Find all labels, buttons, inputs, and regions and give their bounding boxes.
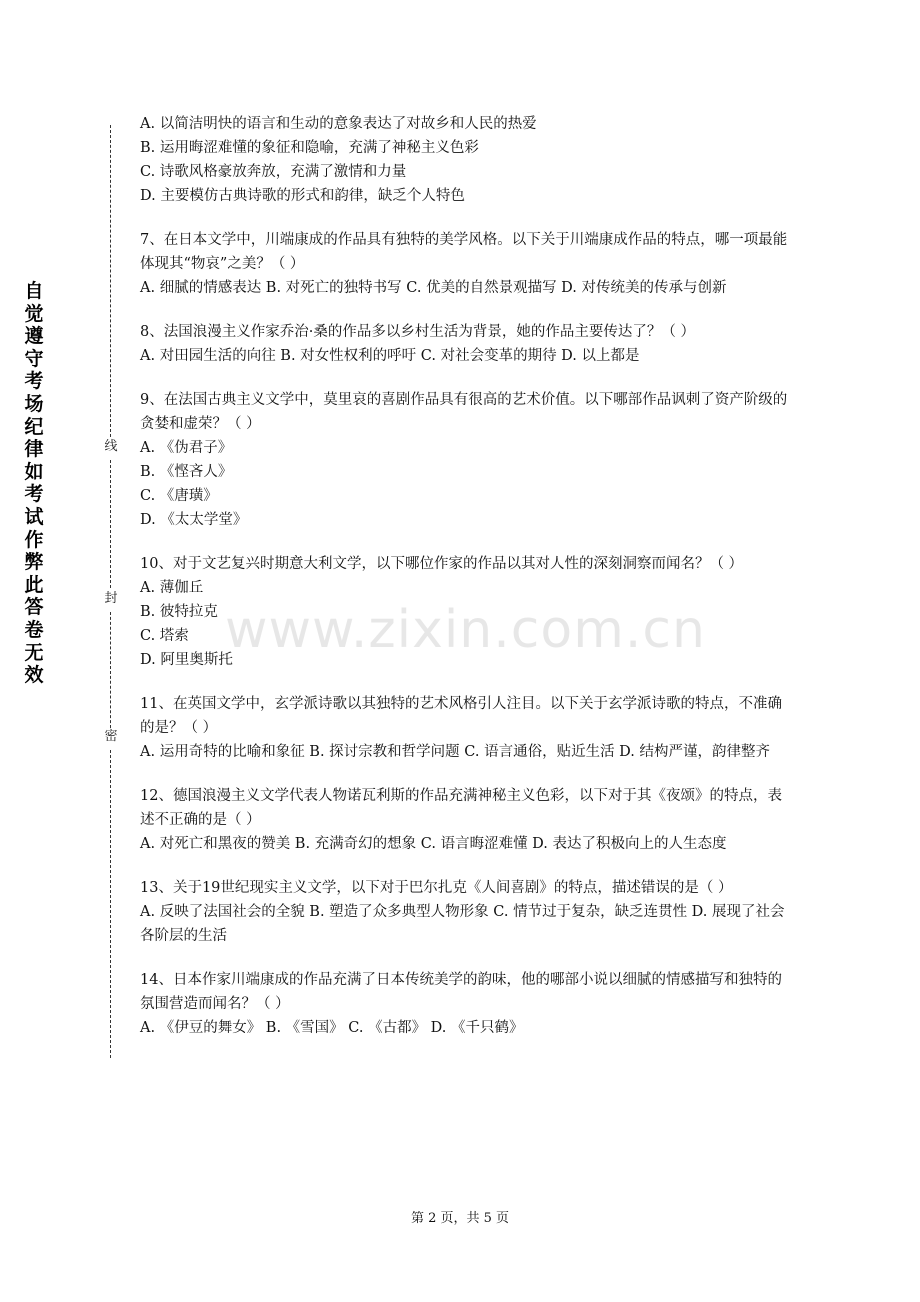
seal-mark-line: 线 [104,439,118,454]
option-b: B. 彼特拉克 [140,604,218,620]
watermark: www.zixin.com.cn [225,600,706,660]
question-options: A. 对死亡和黑夜的赞美 B. 充满奇幻的想象 C. 语言晦涩难懂 D. 表达了积极向上的人生态度 [140,836,727,852]
option-c: C. 塔索 [140,628,189,644]
binding-line-segment-bottom [110,750,111,1058]
warning-char: 场 [24,392,44,415]
warning-char: 纪 [24,415,44,438]
option-d: D. 主要模仿古典诗歌的形式和韵律，缺乏个人特色 [140,188,465,204]
option-c: C. 诗歌风格豪放奔放，充满了激情和力量 [140,164,407,180]
exam-discipline-warning [22,280,46,687]
question-stem: 9、在法国古典主义文学中，莫里哀的喜剧作品具有很高的艺术价值。以下哪部作品讽刺了资产阶级的贪婪和虚荣？（ ） [140,392,788,432]
question-options: A. 对田园生活的向往 B. 对女性权利的呼吁 C. 对社会变革的期待 D. 以上都是 [140,348,640,364]
question-9 [140,388,790,532]
question-options: A. 《伊豆的舞女》 B. 《雪国》 C. 《古都》 D. 《千只鹤》 [140,1020,524,1036]
warning-char: 考 [24,370,44,393]
question-stem: 10、对于文艺复兴时期意大利文学，以下哪位作家的作品以其对人性的深刻洞察而闻名？（ ） [140,556,744,572]
seal-mark-seal: 封 [104,591,118,606]
question-stem: 13、关于19世纪现实主义文学，以下对于巴尔扎克《人间喜剧》的特点，描述错误的是（ ） [140,880,733,896]
binding-line-segment-top [110,125,111,437]
question-stem: 14、日本作家川端康成的作品充满了日本传统美学的韵味，他的哪部小说以细腻的情感描写和独特的氛围营造而闻名？（ ） [140,972,782,1012]
warning-char: 考 [24,483,44,506]
warning-char: 试 [24,505,44,528]
question-stem: 8、法国浪漫主义作家乔治·桑的作品多以乡村生活为背景，她的作品主要传达了？（ ） [140,324,695,340]
warning-char: 作 [24,528,44,551]
warning-char: 此 [24,573,44,596]
option-b: B. 《悭吝人》 [140,464,233,480]
warning-char: 卷 [24,618,44,641]
warning-char: 律 [24,438,44,461]
question-12 [140,784,790,856]
warning-char: 弊 [24,551,44,574]
question-13 [140,876,790,948]
warning-char: 无 [24,641,44,664]
option-d: D. 《太太学堂》 [140,512,248,528]
warning-char: 守 [24,347,44,370]
option-a: A. 以简洁明快的语言和生动的意象表达了对故乡和人民的热爱 [140,116,537,132]
question-11 [140,692,790,764]
question-stem: 7、在日本文学中，川端康成的作品具有独特的美学风格。以下关于川端康成作品的特点，哪一项最能体现其“物哀”之美？（ ） [140,232,788,272]
previous-question-options [140,112,790,208]
warning-char: 效 [24,664,44,687]
question-stem: 12、德国浪漫主义文学代表人物诺瓦利斯的作品充满神秘主义色彩，以下对于其《夜颂》的特点，表述不正确的是（ ） [140,788,782,828]
question-14 [140,968,790,1040]
option-d: D. 阿里奥斯托 [140,652,233,668]
question-options: A. 反映了法国社会的全貌 B. 塑造了众多典型人物形象 C. 情节过于复杂，缺乏连贯性 D. 展现了社会各阶层的生活 [140,904,785,944]
seal-mark-secret: 密 [104,729,118,744]
question-8 [140,320,790,368]
warning-char: 遵 [24,325,44,348]
option-a: A. 《伪君子》 [140,440,233,456]
page-number-footer: 第 2 页，共 5 页 [410,1211,510,1226]
question-options: A. 细腻的情感表达 B. 对死亡的独特书写 C. 优美的自然景观描写 D. 对传统美的传承与创新 [140,280,727,296]
option-a: A. 薄伽丘 [140,580,204,596]
option-c: C. 《唐璜》 [140,488,218,504]
option-b: B. 运用晦涩难懂的象征和隐喻，充满了神秘主义色彩 [140,140,479,156]
question-content [140,112,790,1060]
warning-char: 自 [24,280,44,302]
question-stem: 11、在英国文学中，玄学派诗歌以其独特的艺术风格引人注目。以下关于玄学派诗歌的特点，不准确的是？（ ） [140,696,782,736]
binding-line-segment-lower [110,612,111,728]
question-7 [140,228,790,300]
warning-char: 答 [24,596,44,619]
question-options: A. 运用奇特的比喻和象征 B. 探讨宗教和哲学问题 C. 语言通俗，贴近生活 D. 结构严谨，韵律整齐 [140,744,771,760]
warning-char: 如 [24,460,44,483]
binding-line-segment-middle [110,460,111,588]
warning-char: 觉 [24,302,44,325]
